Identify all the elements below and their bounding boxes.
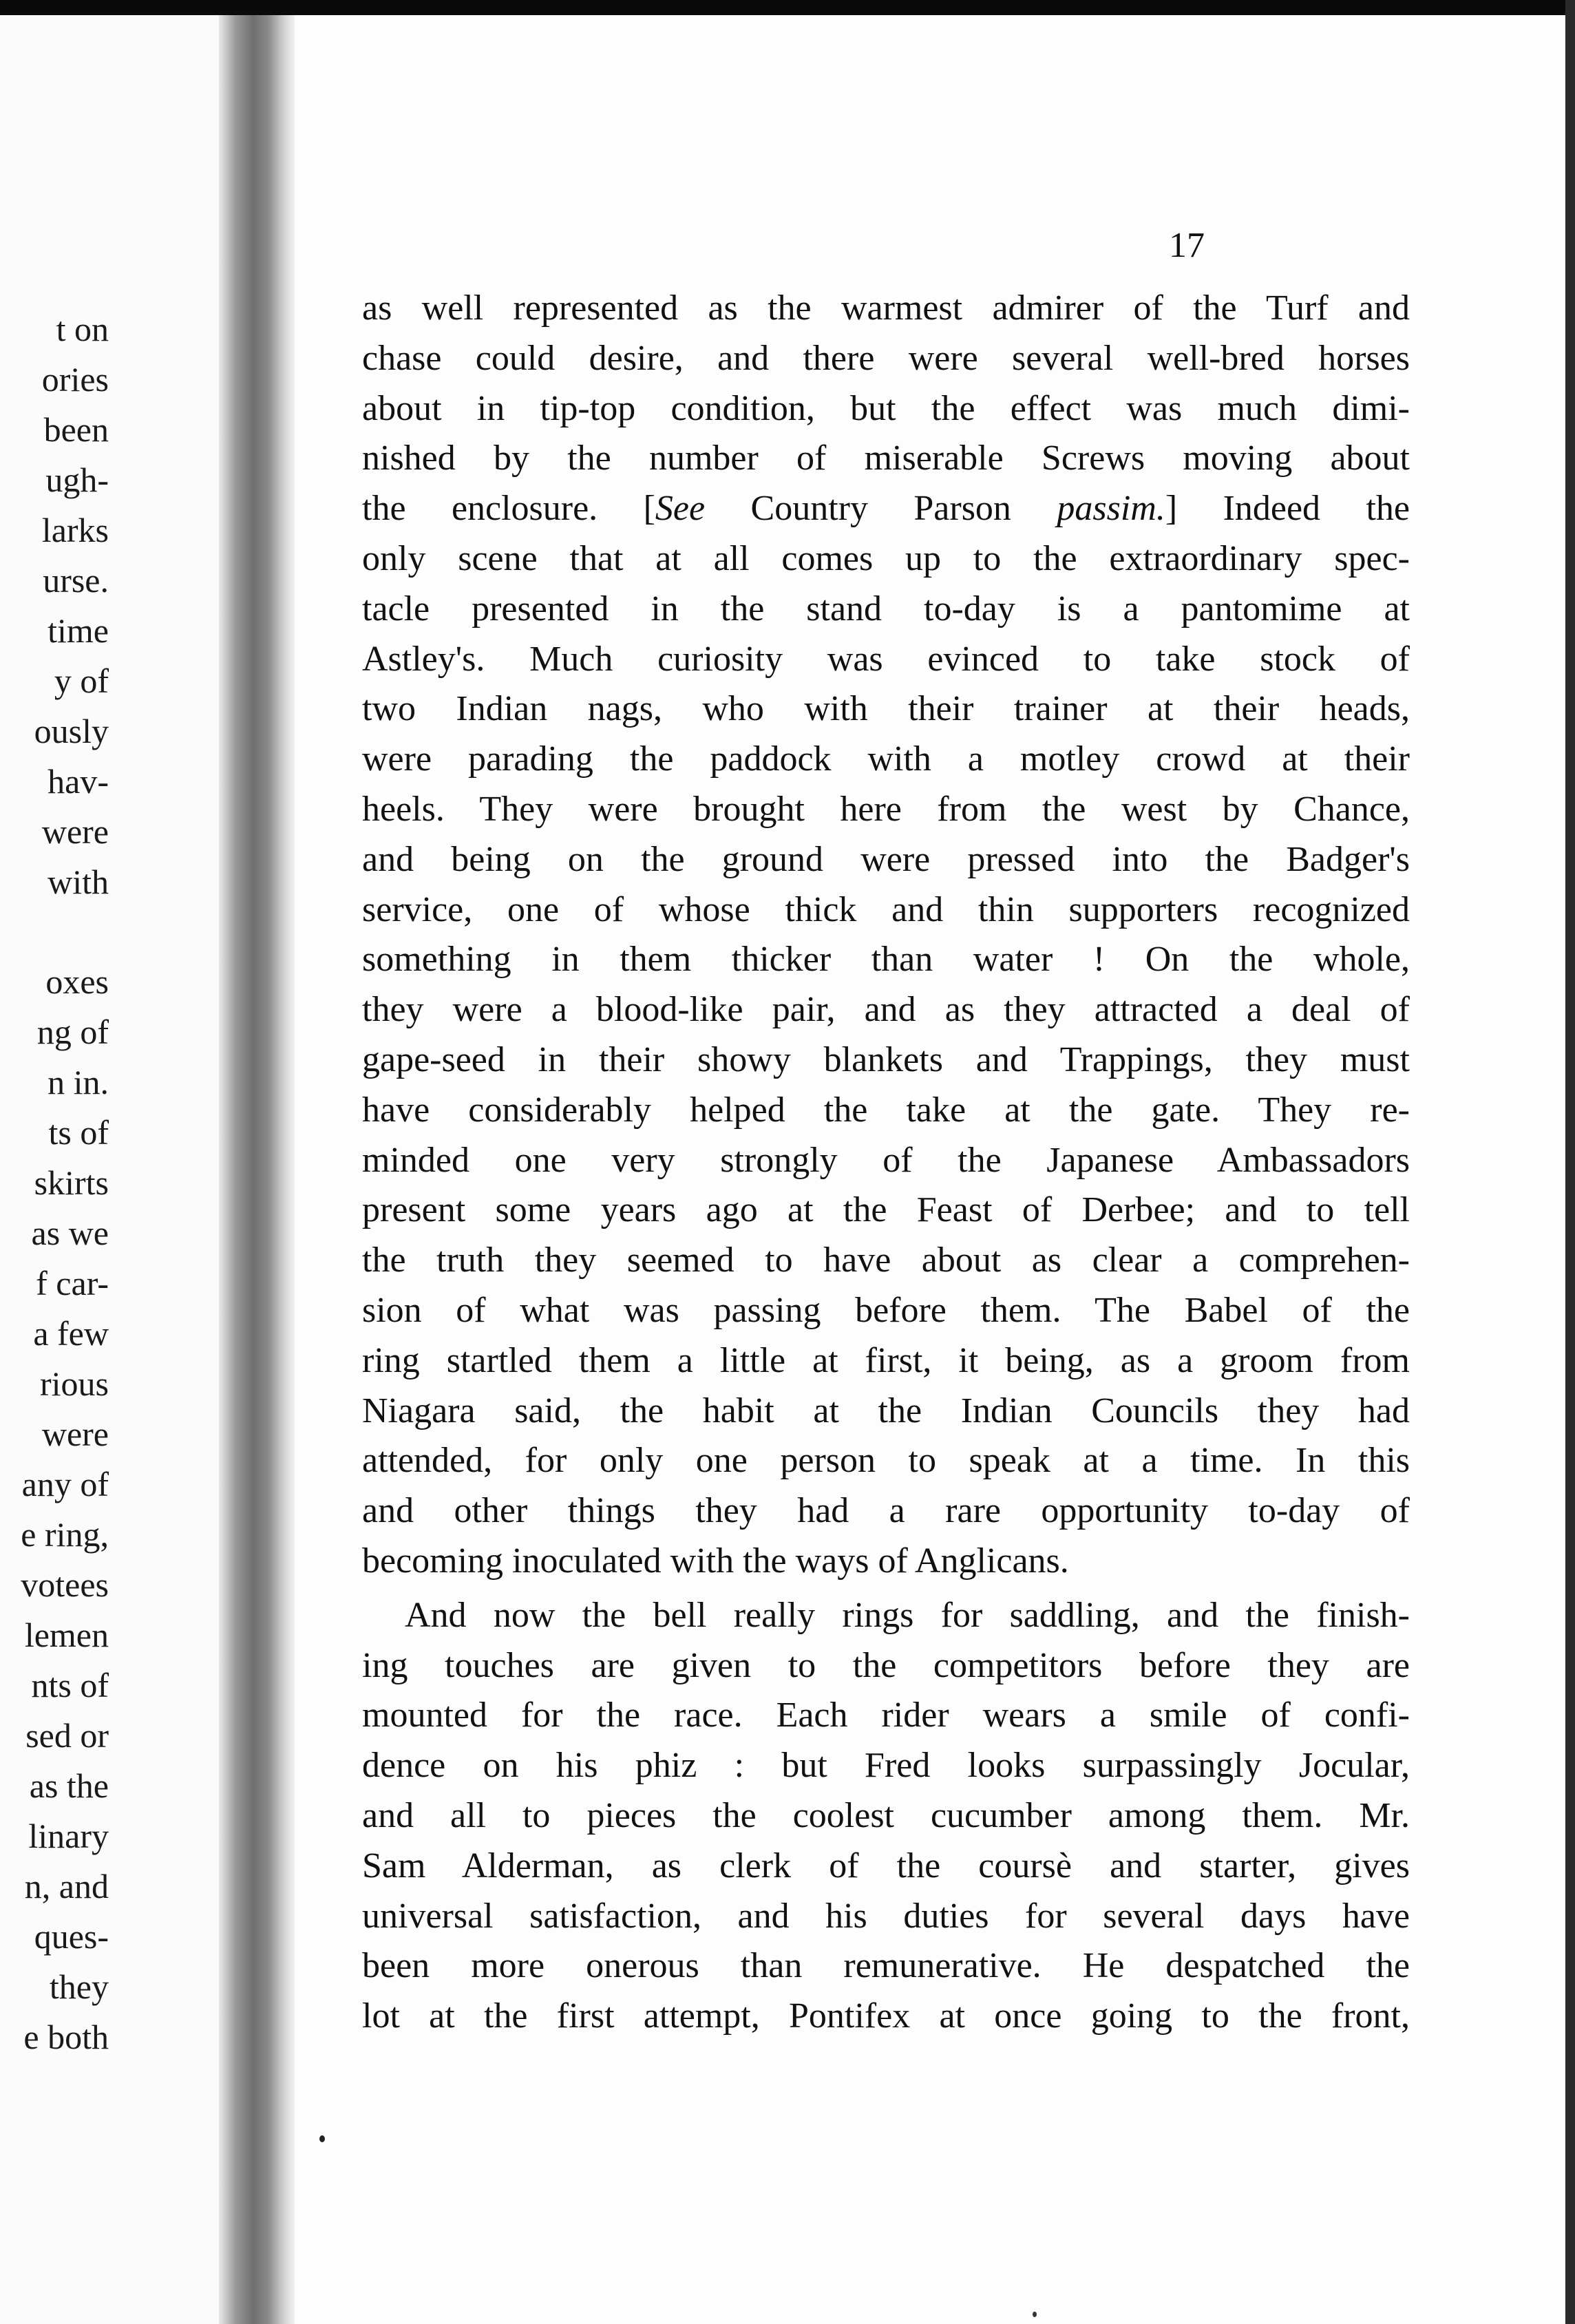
text-line: Sam Alderman, as clerk of the coursè and starter, gives [362, 1846, 1410, 1885]
facing-page-line: ques- [34, 1917, 109, 1956]
facing-page-line: any of [21, 1465, 109, 1503]
ink-speck [1033, 2312, 1037, 2317]
facing-page-line: urse. [43, 561, 109, 600]
text-line: becoming inoculated with the ways of Anglicans. [362, 1541, 1069, 1581]
facing-page-line: n in. [47, 1063, 109, 1101]
text-line: attended, for only one person to speak at a time. In this [362, 1441, 1410, 1481]
facing-page-line: e both [23, 2018, 109, 2056]
facing-page-line: been [43, 410, 109, 449]
text-line: the truth they seemed to have about as clear a comprehen- [362, 1240, 1410, 1280]
facing-page-line: skirts [34, 1163, 109, 1202]
text-line: and being on the ground were pressed into the Badger's [362, 839, 1410, 879]
page-number: 17 [1169, 226, 1205, 265]
facing-page-line: ng of [36, 1013, 109, 1051]
ink-speck [319, 2135, 325, 2142]
facing-page-line: as the [29, 1766, 109, 1805]
facing-page-line: linary [28, 1817, 109, 1855]
facing-page-line: hav- [47, 762, 109, 801]
facing-page-line: ously [34, 712, 109, 750]
text-line: they were a blood-like pair, and as they attracted a deal of [362, 990, 1410, 1030]
text-line: have considerably helped the take at the gate. They re- [362, 1090, 1410, 1130]
facing-page-line: ts of [48, 1113, 109, 1152]
text-line: mounted for the race. Each rider wears a smile of confi- [362, 1696, 1410, 1735]
facing-page-line [0, 907, 109, 957]
text-line: present some years ago at the Feast of Derbee; and to tell [362, 1190, 1410, 1230]
facing-page-line: larks [41, 511, 109, 549]
facing-page-line: e ring, [21, 1515, 109, 1554]
facing-page-line: n, and [24, 1867, 109, 1905]
text-line: ing touches are given to the competitors before they are [362, 1645, 1410, 1685]
facing-page-line: votees [21, 1565, 109, 1604]
scan-border-top [0, 0, 1575, 15]
facing-page-line: oxes [45, 962, 109, 1001]
text-line: Astley's. Much curiosity was evinced to take stock of [362, 639, 1410, 679]
text-line: tacle presented in the stand to-day is a pantomime at [362, 589, 1410, 628]
text-line: And now the bell really rings for saddling, and the finish- [405, 1595, 1410, 1635]
text-line: about in tip-top condition, but the effect was much dimi- [362, 388, 1410, 428]
facing-page-line: were [41, 1415, 109, 1453]
facing-page-left [0, 15, 219, 2324]
text-line: sion of what was passing before them. The Babel of the [362, 1290, 1410, 1330]
text-line: been more onerous than remunerative. He despatched the [362, 1946, 1410, 1986]
facing-page-line: as we [31, 1214, 109, 1252]
facing-page-line: ugh- [45, 461, 109, 499]
facing-page-line: f car- [36, 1264, 109, 1302]
facing-page-line: sed or [25, 1716, 109, 1755]
book-gutter [219, 15, 295, 2324]
text-line: and other things they had a rare opportunity to-day of [362, 1491, 1410, 1531]
text-line: something in them thicker than water ! On the whole, [362, 940, 1410, 980]
facing-page-text-fragments [0, 304, 109, 2062]
facing-page-line: lemen [24, 1616, 109, 1654]
text-line: Niagara said, the habit at the Indian Councils they had [362, 1391, 1410, 1430]
facing-page-line: y of [54, 662, 109, 700]
text-run: the enclosure. [ [362, 489, 655, 529]
text-line: gape-seed in their showy blankets and Trappings, they must [362, 1039, 1410, 1079]
text-run: Country Parson [705, 489, 1057, 529]
italic-text: See [655, 489, 706, 529]
text-line: heels. They were brought here from the west by Chance, [362, 789, 1410, 829]
text-line: chase could desire, and there were several well-bred horses [362, 338, 1410, 378]
facing-page-line: t on [56, 310, 109, 348]
facing-page-line: a few [33, 1314, 109, 1353]
facing-page-line: rious [40, 1364, 109, 1403]
text-line: lot at the first attempt, Pontifex at once going to the front, [362, 1996, 1410, 2036]
text-line: only scene that at all comes up to the extraordinary spec- [362, 538, 1410, 578]
text-line: dence on his phiz : but Fred looks surpassingly Jocular, [362, 1746, 1410, 1786]
text-run: ] Indeed the [1165, 489, 1410, 529]
text-line: minded one very strongly of the Japanese Ambassadors [362, 1140, 1410, 1180]
text-line [362, 484, 1410, 534]
facing-page-line: they [49, 1967, 109, 2006]
text-line: universal satisfaction, and his duties for several days have [362, 1896, 1410, 1936]
text-line: ring startled them a little at first, it being, as a groom from [362, 1340, 1410, 1380]
facing-page-line: nts of [31, 1666, 109, 1704]
text-line: nished by the number of miserable Screws moving about [362, 439, 1410, 478]
italic-text: passim. [1057, 489, 1165, 529]
facing-page-line: ories [41, 360, 109, 399]
facing-page-line: time [47, 611, 109, 650]
facing-page-line: with [47, 863, 109, 901]
text-line: and all to pieces the coolest cucumber among them. Mr. [362, 1795, 1410, 1835]
facing-page-line: were [41, 812, 109, 851]
body-text [362, 284, 1410, 2042]
scan-border-right [1565, 0, 1575, 2324]
text-line: two Indian nags, who with their trainer at their heads, [362, 689, 1410, 729]
text-line: service, one of whose thick and thin supporters recognized [362, 889, 1410, 929]
text-line: were parading the paddock with a motley crowd at their [362, 739, 1410, 779]
text-line: as well represented as the warmest admirer of the Turf and [362, 288, 1410, 328]
